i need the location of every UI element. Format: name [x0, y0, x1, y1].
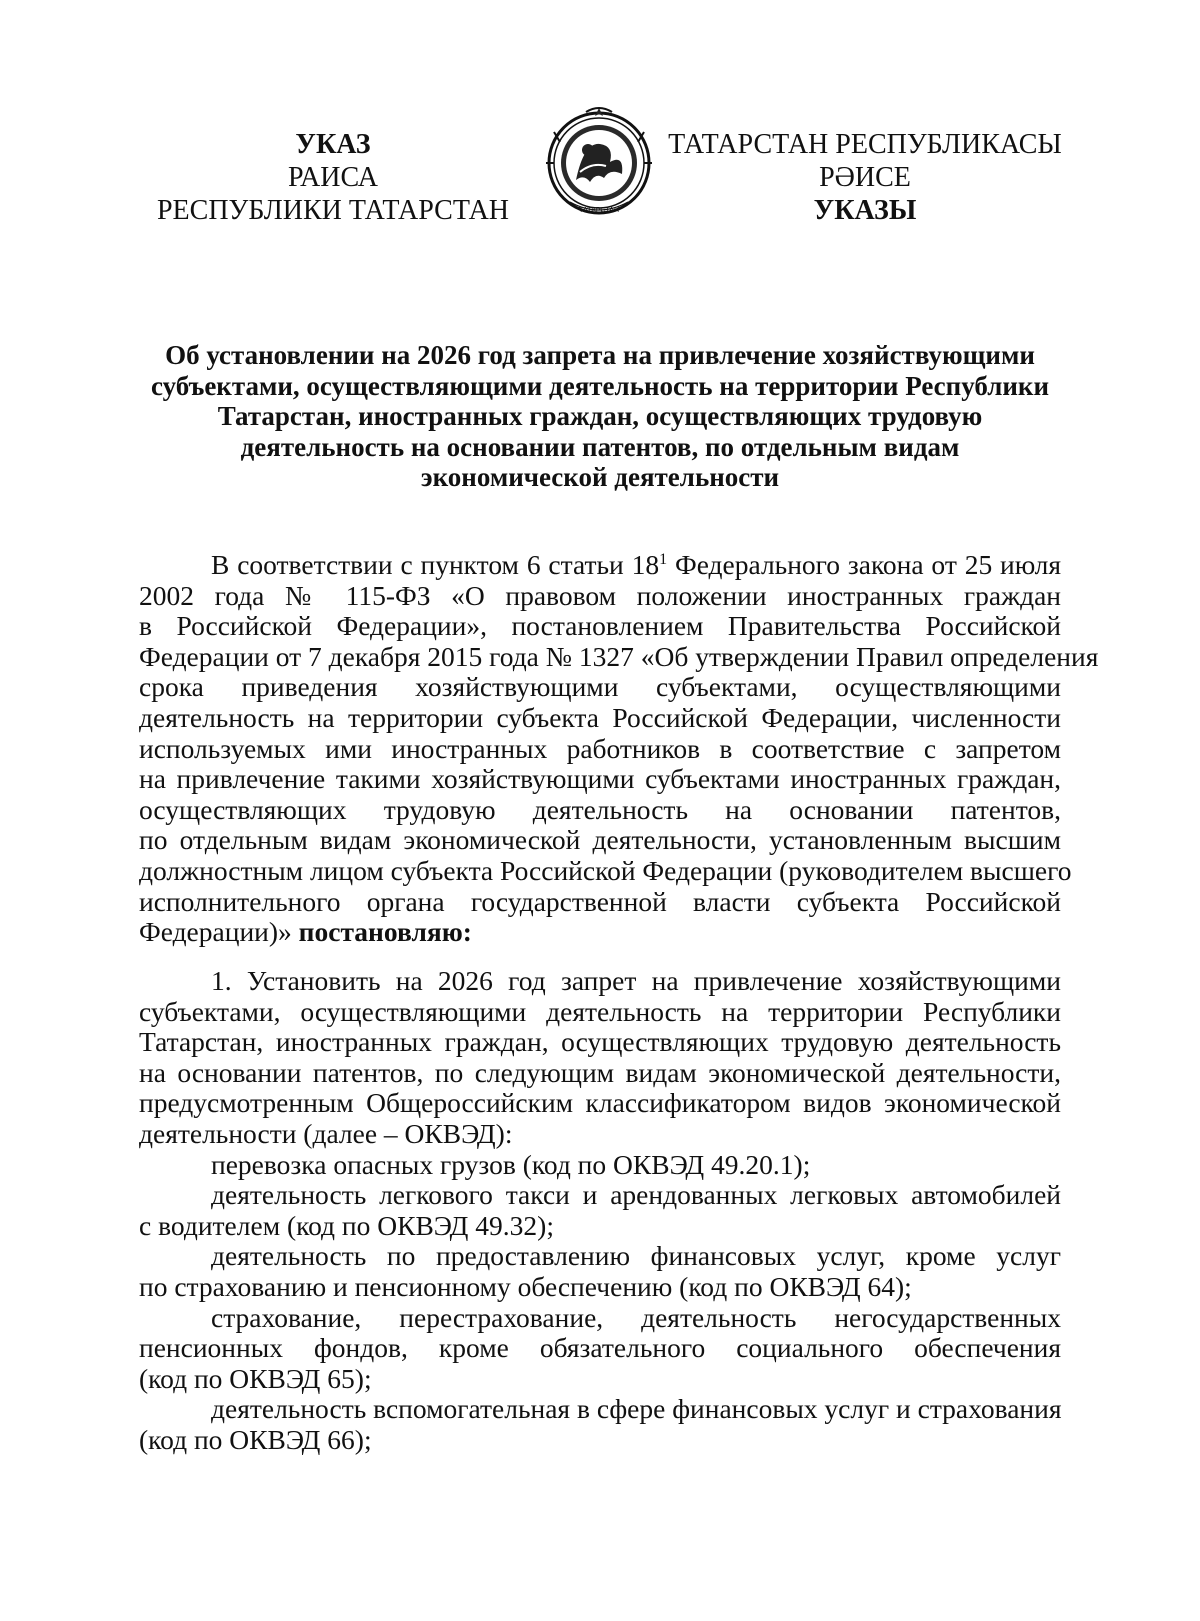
clause-line: на основании патентов, по следующим видам экономической деятельности, — [139, 1056, 1061, 1088]
tatarstan-emblem-icon — [540, 102, 658, 220]
preamble-line: Федерации)» постановляю: — [139, 916, 472, 948]
preamble-paragraph — [139, 549, 1099, 948]
activity-item: страхование, перестрахование, деятельность негосударственных — [211, 1301, 1061, 1333]
preamble-line: осуществляющих трудовую деятельность на основании патентов, — [139, 793, 1061, 825]
emblem-caption: ТАТАРСТАН — [578, 207, 620, 214]
clause-line: Татарстан, иностранных граждан, осуществляющих трудовую деятельность — [139, 1026, 1061, 1058]
title-line: Татарстан, иностранных граждан, осуществляющих трудовую — [217, 401, 983, 431]
header-left-line-3: РЕСПУБЛИКИ ТАТАРСТАН — [156, 195, 510, 226]
header-left-line-2: РАИСА — [288, 162, 378, 193]
preamble-line: в Российской Федерации», постановлением Правительства Российской — [139, 610, 1061, 642]
clause-line: субъектами, осуществляющими деятельность на территории Республики — [139, 995, 1061, 1027]
header-russian — [133, 128, 533, 227]
clause-line: предусмотренным Общероссийским классификатором видов экономической — [139, 1087, 1061, 1119]
title-line: деятельность на основании патентов, по отдельным видам — [240, 431, 960, 462]
title-line: экономической деятельности — [420, 462, 780, 492]
resolution-word: постановляю: — [298, 916, 472, 948]
preamble-line: Федерации от 7 декабря 2015 года № 1327 «Об утверждении Правил определения — [139, 640, 1099, 672]
activity-item: деятельность легкового такси и арендованных легковых автомобилей — [211, 1179, 1061, 1211]
preamble-line: 2002 года № 115-ФЗ «О правовом положении иностранных граждан — [139, 579, 1061, 611]
preamble-line: исполнительного органа государственной власти субъекта Российской — [139, 885, 1061, 917]
decree-title — [100, 340, 1100, 493]
header-right-line-2: РӘИСЕ — [819, 162, 911, 193]
clause-1 — [139, 966, 1061, 1456]
header-tatar — [665, 128, 1065, 227]
activity-item-cont: (код по ОКВЭД 65); — [139, 1362, 372, 1394]
activity-item-cont: по страхованию и пенсионному обеспечению (код по ОКВЭД 64); — [139, 1270, 912, 1302]
activity-item: деятельность по предоставлению финансовых услуг, кроме услуг — [211, 1240, 1061, 1272]
activity-item-cont: с водителем (код по ОКВЭД 49.32); — [139, 1209, 554, 1241]
header-right-line-3: УКАЗЫ — [813, 195, 917, 226]
activity-item: перевозка опасных грузов (код по ОКВЭД 49.20.1); — [211, 1148, 811, 1180]
activity-item: деятельность вспомогательная в сфере финансовых услуг и страхования — [211, 1393, 1062, 1425]
preamble-line: В соответствии с пунктом 6 статьи $18^1$ Федерального закона от 25 июля — [211, 549, 1062, 580]
clause-line: деятельности (далее – ОКВЭД): — [139, 1117, 513, 1149]
preamble-line: деятельность на территории субъекта Российской Федерации, численности — [139, 701, 1061, 733]
header-left-line-1: УКАЗ — [295, 129, 371, 160]
preamble-line: срока приведения хозяйствующими субъектами, осуществляющими — [139, 671, 1061, 703]
preamble-line: по отдельным видам экономической деятельности, установленным высшим — [139, 824, 1061, 856]
header-right-line-1: ТАТАРСТАН РЕСПУБЛИКАСЫ — [668, 129, 1062, 160]
title-line: субъектами, осуществляющими деятельность на территории Республики — [150, 370, 1050, 401]
activity-item-cont: (код по ОКВЭД 66); — [139, 1423, 372, 1455]
clause-line: 1. Установить на 2026 год запрет на привлечение хозяйствующими — [211, 965, 1061, 996]
preamble-line: должностным лицом субъекта Российской Федерации (руководителем высшего — [139, 854, 1072, 886]
preamble-line: используемых ими иностранных работников в соответствие с запретом — [139, 732, 1061, 764]
preamble-line: на привлечение такими хозяйствующими субъектами иностранных граждан, — [139, 763, 1061, 795]
title-line: Об установлении на 2026 год запрета на привлечение хозяйствующими — [165, 340, 1035, 370]
activity-item-cont: пенсионных фондов, кроме обязательного социального обеспечения — [139, 1332, 1061, 1364]
